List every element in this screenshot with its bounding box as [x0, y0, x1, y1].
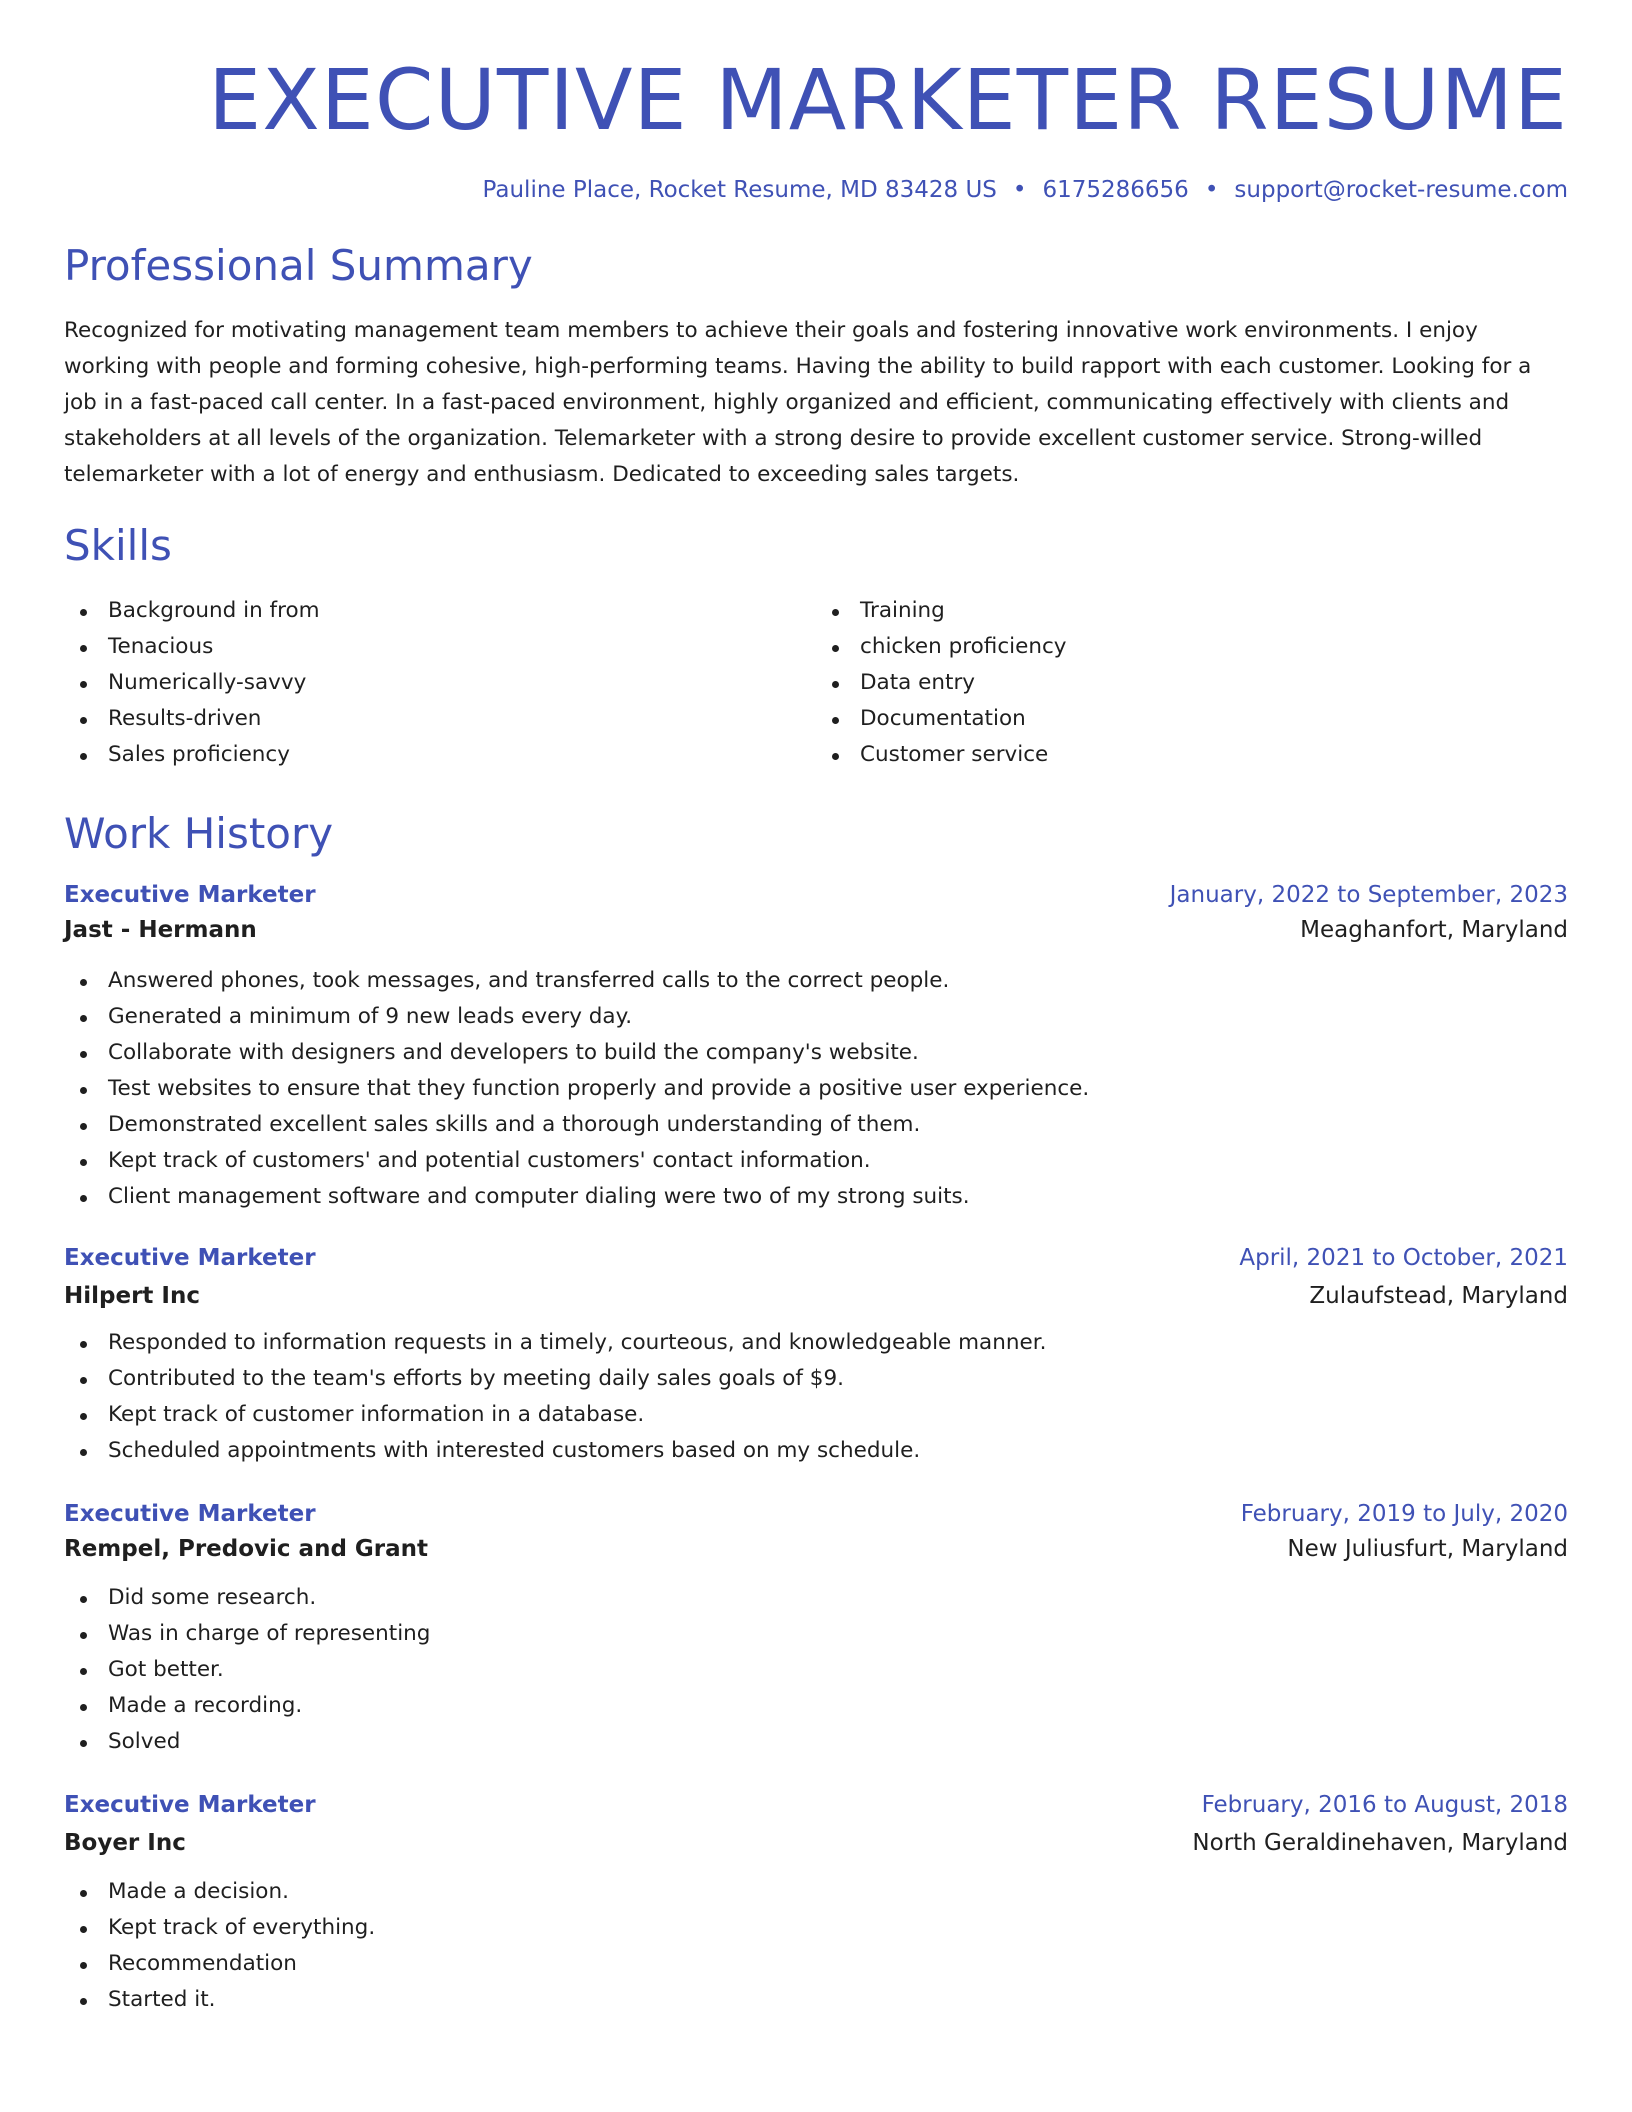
section-heading-work-history: Work History: [64, 809, 334, 859]
job-bullet: Client management software and computer dialing were two of my strong suits.: [108, 1179, 1568, 1215]
job-role: Executive Marketer: [64, 1500, 316, 1527]
job-bullet: Generated a minimum of 9 new leads every day.: [108, 999, 1568, 1035]
skill-item: Numerically-savvy: [108, 665, 816, 701]
job-bullet: Answered phones, took messages, and transferred calls to the correct people.: [108, 963, 1568, 999]
job-bullet: Started it.: [108, 1982, 1568, 2018]
job-entry: [64, 1245, 1568, 1469]
separator-dot: •: [1012, 176, 1027, 203]
job-company: Hilpert Inc: [64, 1282, 200, 1309]
job-bullets: [64, 1325, 1568, 1469]
job-location: New Juliusfurt, Maryland: [1287, 1535, 1568, 1562]
job-bullet: Scheduled appointments with interested customers based on my schedule.: [108, 1433, 1568, 1469]
section-heading-skills: Skills: [64, 520, 172, 570]
skills-list: [64, 593, 1568, 773]
section-heading-summary: Professional Summary: [64, 240, 533, 290]
job-bullet: Was in charge of representing: [108, 1616, 1568, 1652]
job-company: Rempel, Predovic and Grant: [64, 1535, 429, 1562]
job-bullet: Made a recording.: [108, 1688, 1568, 1724]
skill-item: Background in from: [108, 593, 816, 629]
job-bullet: Solved: [108, 1724, 1568, 1760]
job-bullets: [64, 963, 1568, 1215]
skill-item: chicken proficiency: [860, 629, 1568, 665]
job-dates: February, 2019 to July, 2020: [1240, 1500, 1568, 1527]
job-role: Executive Marketer: [64, 1791, 316, 1818]
job-bullet: Test websites to ensure that they function properly and provide a positive user experience.: [108, 1071, 1568, 1107]
job-bullet: Demonstrated excellent sales skills and a thorough understanding of them.: [108, 1107, 1568, 1143]
address: Pauline Place, Rocket Resume, MD 83428 US: [482, 176, 997, 203]
job-role: Executive Marketer: [64, 1244, 316, 1271]
job-bullet: Did some research.: [108, 1580, 1568, 1616]
skills-column-right: [816, 593, 1568, 773]
phone: 6175286656: [1042, 176, 1189, 203]
job-bullets: [64, 1580, 1568, 1760]
job-bullet: Kept track of everything.: [108, 1910, 1568, 1946]
skill-item: Tenacious: [108, 629, 816, 665]
job-bullet: Kept track of customers' and potential customers' contact information.: [108, 1143, 1568, 1179]
skill-item: Sales proficiency: [108, 737, 816, 773]
job-bullet: Kept track of customer information in a database.: [108, 1397, 1568, 1433]
job-bullet: Collaborate with designers and developers to build the company's website.: [108, 1035, 1568, 1071]
skill-item: Data entry: [860, 665, 1568, 701]
job-bullets: [64, 1874, 1568, 2018]
job-bullet: Recommendation: [108, 1946, 1568, 1982]
job-entry: [64, 1501, 1568, 1760]
job-bullet: Got better.: [108, 1652, 1568, 1688]
job-location: North Geraldinehaven, Maryland: [1192, 1829, 1568, 1856]
job-company: Jast - Hermann: [64, 916, 257, 943]
job-bullet: Responded to information requests in a timely, courteous, and knowledgeable manner.: [108, 1325, 1568, 1361]
job-entry: [64, 882, 1568, 1215]
separator-dot: •: [1204, 176, 1219, 203]
skill-item: Training: [860, 593, 1568, 629]
job-company: Boyer Inc: [64, 1829, 186, 1856]
job-dates: February, 2016 to August, 2018: [1201, 1791, 1568, 1818]
skills-column-left: [64, 593, 816, 773]
job-role: Executive Marketer: [64, 881, 316, 908]
job-dates: April, 2021 to October, 2021: [1239, 1244, 1568, 1271]
job-location: Meaghanfort, Maryland: [1300, 916, 1568, 943]
email-link[interactable]: support@rocket-resume.com: [1234, 176, 1568, 203]
summary-text: Recognized for motivating management team members to achieve their goals and fostering innovative work environments. I enjoy working with people and forming cohesive, high-performing teams. Having the ability to build rapport with each customer. Looking for a job in a fast-paced call center. In a fast-paced environment, highly organized and efficient, communicating effectively with clients and stakeholders at all levels of the organization. Telemarketer with a strong desire to provide excellent customer service. Strong-willed telemarketer with a lot of energy and enthusiasm. Dedicated to exceeding sales targets.: [64, 317, 1532, 487]
job-dates: January, 2022 to September, 2023: [1169, 881, 1568, 908]
job-bullet: Contributed to the team's efforts by meeting daily sales goals of $9.: [108, 1361, 1568, 1397]
resume-title: EXECUTIVE MARKETER RESUME: [208, 51, 1568, 149]
skill-item: Documentation: [860, 701, 1568, 737]
job-location: Zulaufstead, Maryland: [1309, 1282, 1568, 1309]
job-bullet: Made a decision.: [108, 1874, 1568, 1910]
job-entry: [64, 1792, 1568, 2018]
contact-line: [64, 177, 1568, 203]
skill-item: Results-driven: [108, 701, 816, 737]
skill-item: Customer service: [860, 737, 1568, 773]
